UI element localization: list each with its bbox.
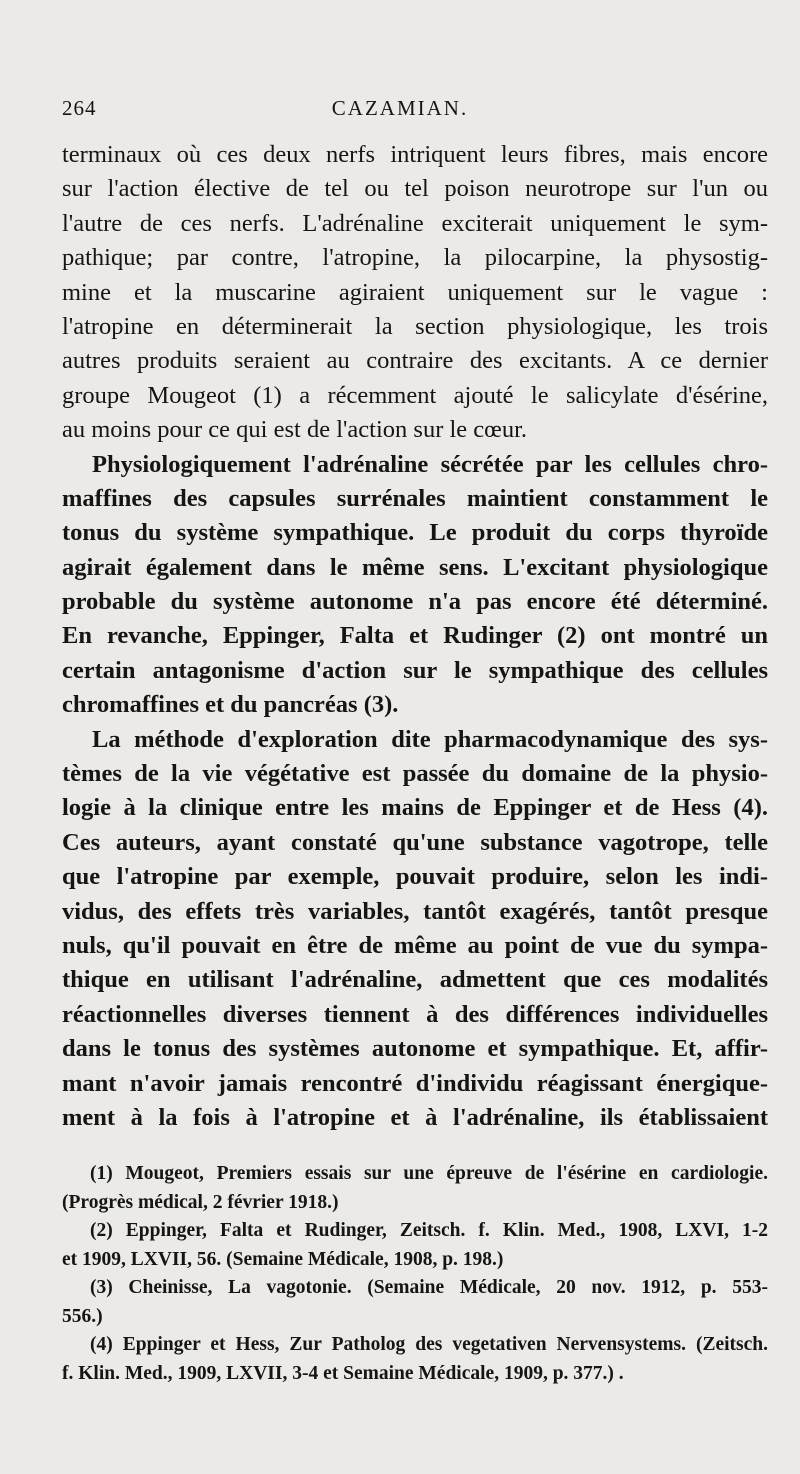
body-line: mant n'avoir jamais rencontré d'individu réagissant énergique- — [62, 1069, 768, 1097]
body-line: l'atropine en déterminerait la section physiologique, les trois — [62, 312, 768, 340]
page-header — [62, 96, 738, 126]
footnote-line: 556.) — [62, 1305, 103, 1327]
body-line: Physiologiquement l'adrénaline sécrétée par les cellules chro- — [92, 450, 768, 478]
page-number: 264 — [62, 96, 97, 120]
body-line: au moins pour ce qui est de l'action sur le cœur. — [62, 416, 528, 444]
body-line: groupe Mougeot (1) a récemment ajouté le salicylate d'ésérine, — [62, 381, 768, 409]
body-line: logie à la clinique entre les mains de Eppinger et de Hess (4). — [62, 794, 768, 822]
footnote-line: (3) Cheinisse, La vagotonie. (Semaine Médicale, 20 nov. 1912, p. 553- — [90, 1277, 768, 1298]
footnote-line: (Progrès médical, 2 février 1918.) — [62, 1191, 339, 1213]
body-line: Ces auteurs, ayant constaté qu'une substance vagotrope, telle — [62, 828, 768, 856]
body-line: sur l'action élective de tel ou tel poison neurotrope sur l'un ou — [62, 175, 768, 203]
body-line: ment à la fois à l'atropine et à l'adrénaline, ils établissaient — [62, 1103, 768, 1131]
body-line: maffines des capsules surrénales maintient constamment le — [62, 484, 768, 512]
body-line: réactionnelles diverses tiennent à des différences individuelles — [62, 1000, 768, 1028]
body-line: certain antagonisme d'action sur le sympathique des cellules — [62, 656, 768, 684]
body-line: l'autre de ces nerfs. L'adrénaline exciterait uniquement le sym- — [62, 209, 768, 237]
body-line: autres produits seraient au contraire des excitants. A ce dernier — [62, 347, 768, 375]
footnotes — [62, 1160, 768, 1388]
body-text — [62, 138, 768, 1135]
footnote-line: f. Klin. Med., 1909, LXVII, 3-4 et Semaine Médicale, 1909, p. 377.) . — [62, 1362, 624, 1384]
body-line: La méthode d'exploration dite pharmacodynamique des sys- — [92, 725, 768, 753]
footnote-line: (1) Mougeot, Premiers essais sur une épreuve de l'ésérine en cardiologie. — [90, 1163, 768, 1184]
body-line: tèmes de la vie végétative est passée du domaine de la physio- — [62, 760, 768, 788]
body-line: dans le tonus des systèmes autonome et sympathique. Et, affir- — [62, 1035, 768, 1063]
body-line: probable du système autonome n'a pas encore été déterminé. — [62, 588, 768, 616]
footnote-line: (4) Eppinger et Hess, Zur Patholog des vegetativen Nervensystems. (Zeitsch. — [90, 1334, 768, 1355]
body-line: nuls, qu'il pouvait en être de même au point de vue du sympa- — [62, 931, 768, 959]
body-line: pathique; par contre, l'atropine, la pilocarpine, la physostig- — [62, 244, 768, 272]
running-head: CAZAMIAN. — [331, 96, 469, 120]
body-line: chromaffines et du pancréas (3). — [62, 691, 399, 719]
body-line: tonus du système sympathique. Le produit du corps thyroïde — [62, 519, 768, 547]
body-line: terminaux où ces deux nerfs intriquent leurs fibres, mais encore — [62, 141, 768, 168]
body-line: que l'atropine par exemple, pouvait produire, selon les indi- — [62, 863, 768, 891]
body-line: thique en utilisant l'adrénaline, admettent que ces modalités — [62, 966, 768, 994]
body-line: agirait également dans le même sens. L'excitant physiologique — [62, 553, 768, 581]
footnote-line: (2) Eppinger, Falta et Rudinger, Zeitsch. f. Klin. Med., 1908, LXVI, 1-2 — [90, 1220, 768, 1241]
footnote-line: et 1909, LXVII, 56. (Semaine Médicale, 1908, p. 198.) — [62, 1248, 504, 1270]
body-line: vidus, des effets très variables, tantôt exagérés, tantôt presque — [62, 897, 768, 925]
body-line: En revanche, Eppinger, Falta et Rudinger (2) ont montré un — [62, 622, 768, 650]
body-line: mine et la muscarine agiraient uniquement sur le vague : — [62, 278, 768, 306]
